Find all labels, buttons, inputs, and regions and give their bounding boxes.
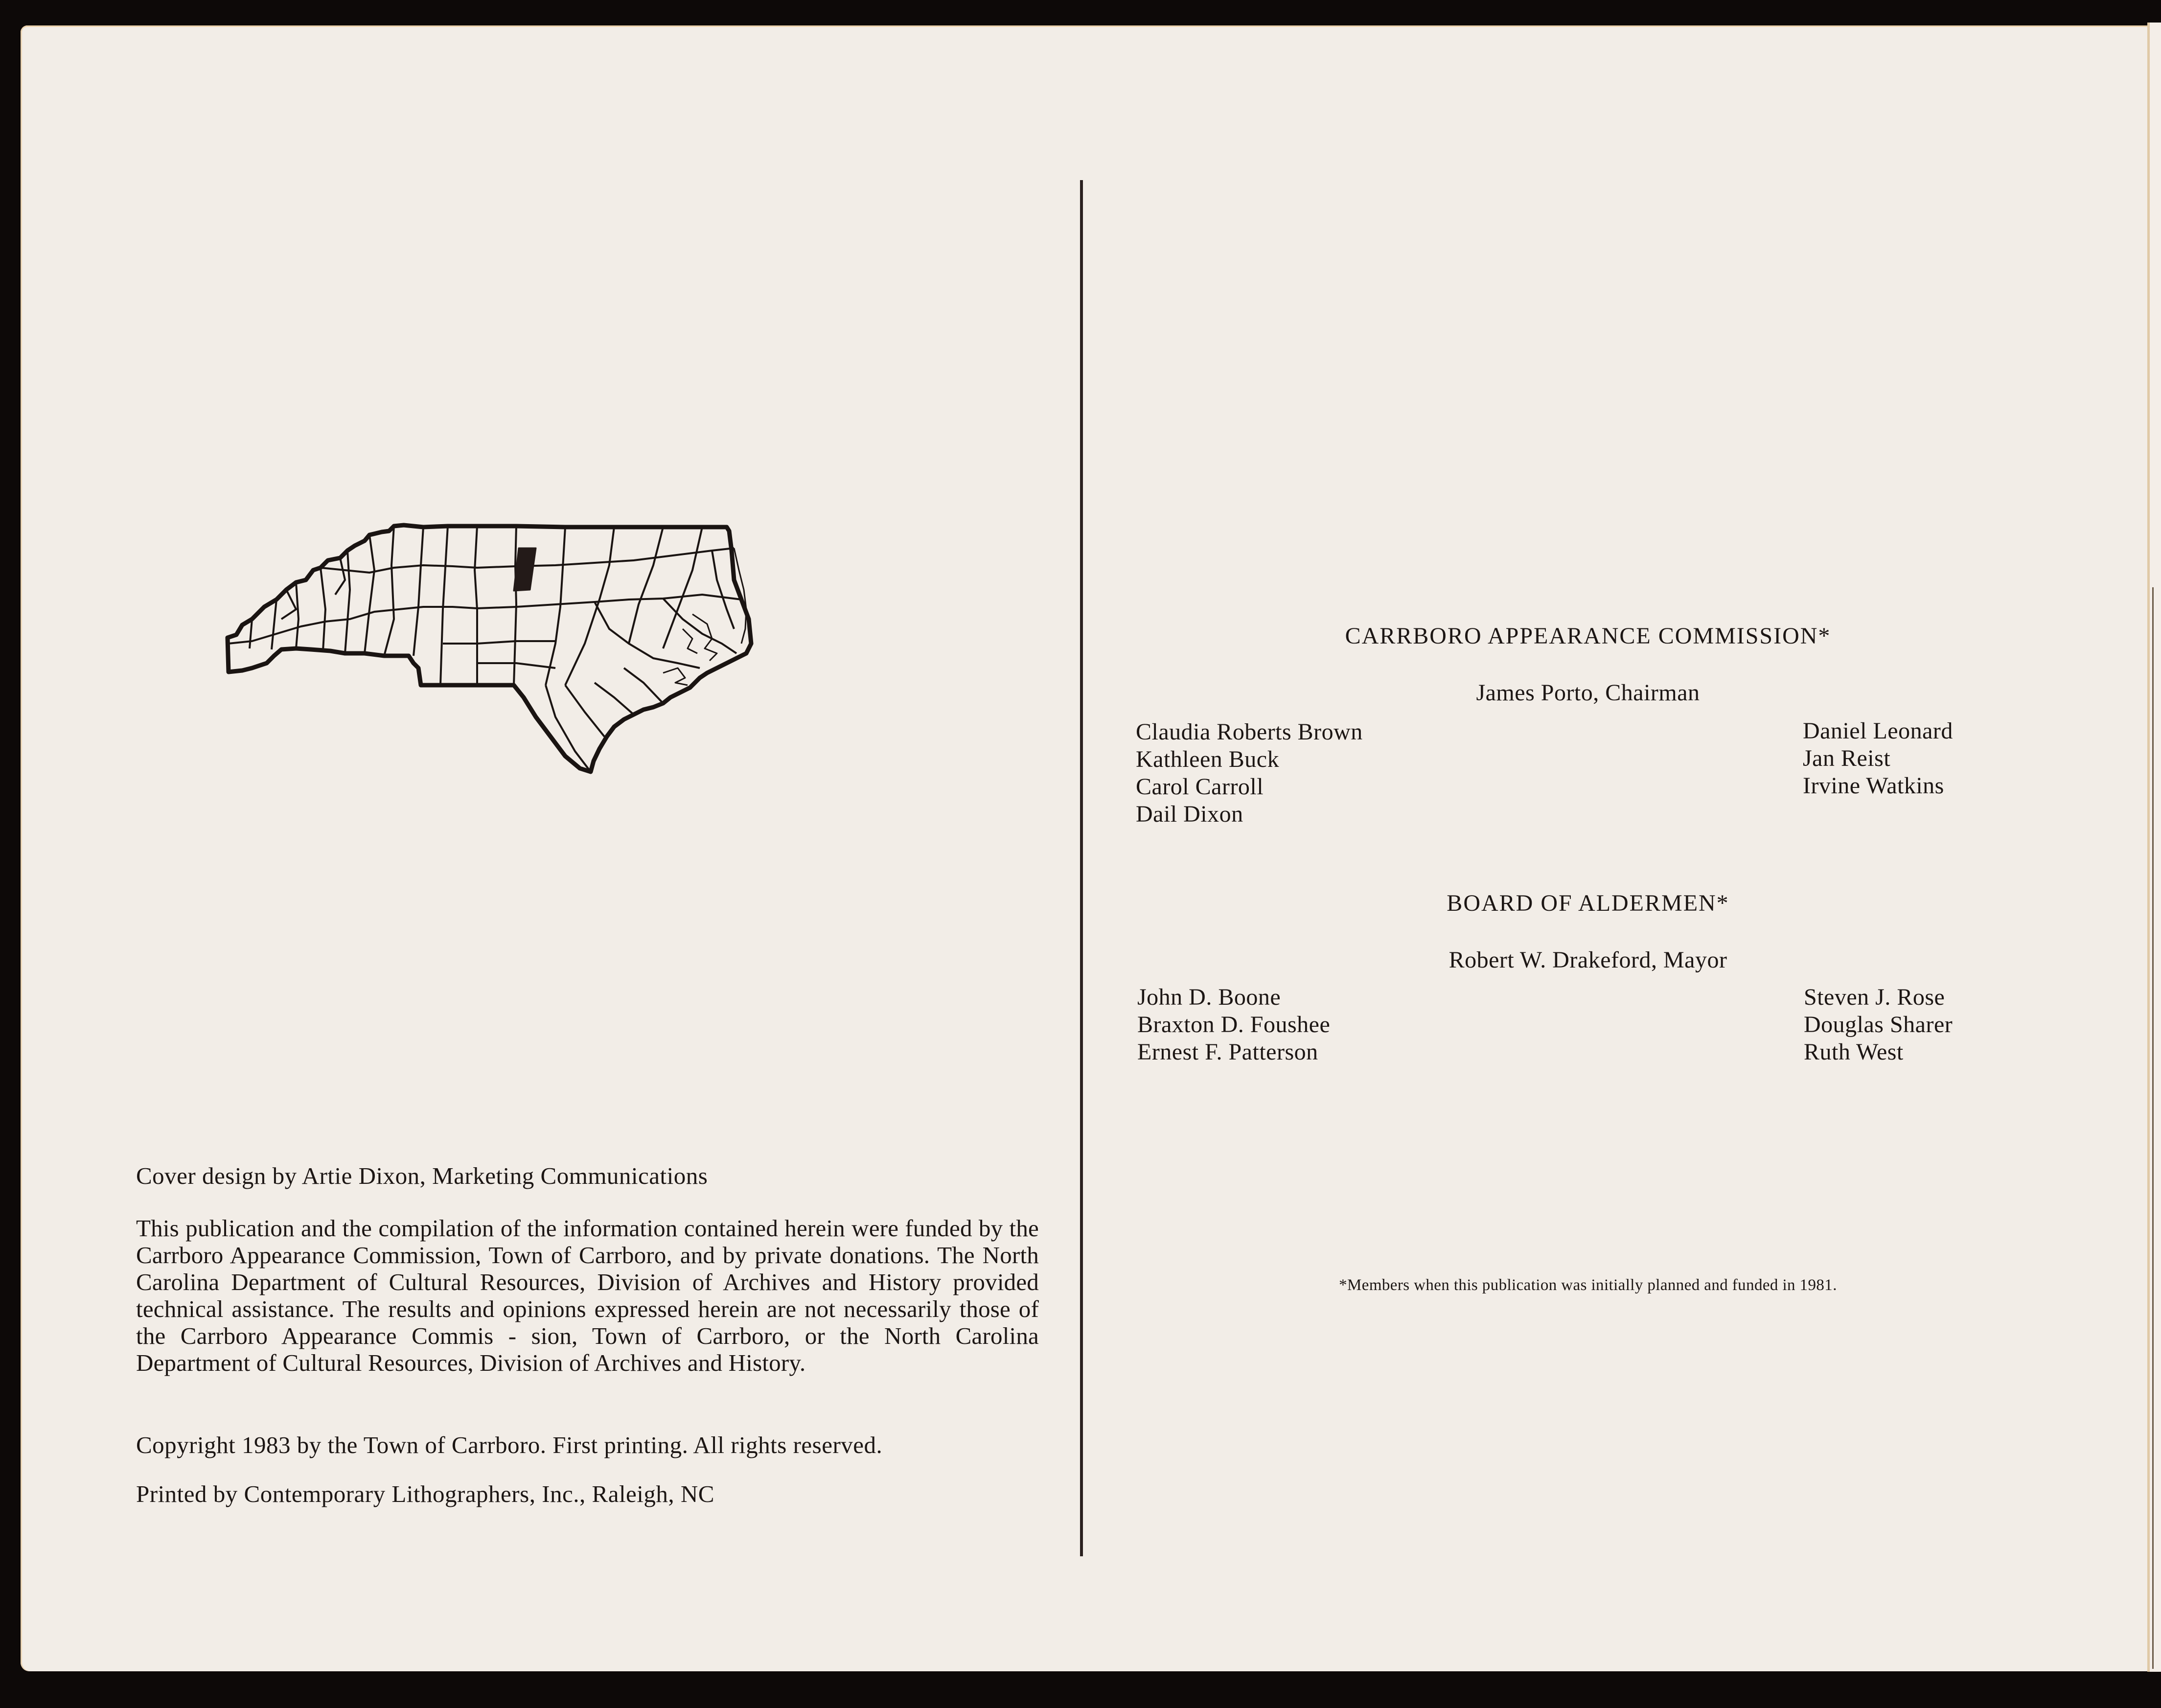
board-of-aldermen-heading: BOARD OF ALDERMEN*	[1447, 890, 1729, 916]
member-name: Carol Carroll	[1136, 774, 1264, 800]
member-name: Irvine Watkins	[1803, 773, 1944, 799]
member-name: Kathleen Buck	[1136, 746, 1280, 772]
funding-statement: This publication and the compilation of the information contained herein were funded by the Carrboro Appearance Commission, Town of Carrboro, and by private donations. The North Carolina Department of Cultural Resources, Division of Archives and History provided technical assistance. The results and opinions expressed herein are not necessarily those of the Carrboro Appearance Commis - sion, Town of Carrboro, or the North Carolina Department of Cultural Resources, Division of Archives and History.	[136, 1215, 1039, 1376]
member-name: Ernest F. Patterson	[1137, 1039, 1318, 1065]
page-edge-line	[2152, 587, 2154, 1669]
credits-block	[136, 1162, 1039, 1507]
aldermen-members-right	[1804, 984, 1953, 1066]
membership-footnote: *Members when this publication was initially planned and funded in 1981.	[1339, 1276, 1837, 1294]
north-carolina-county-map	[223, 521, 952, 785]
member-name: Dail Dixon	[1136, 801, 1243, 827]
member-name: Daniel Leonard	[1803, 718, 1953, 744]
aldermen-members-left	[1137, 984, 1330, 1066]
commission-members-right	[1803, 717, 1953, 800]
member-name: Steven J. Rose	[1804, 984, 1945, 1010]
highlighted-county	[514, 548, 536, 591]
member-name: John D. Boone	[1137, 984, 1281, 1010]
commission-members-left	[1136, 718, 1363, 828]
member-name: Douglas Sharer	[1804, 1012, 1953, 1038]
member-name: Ruth West	[1804, 1039, 1904, 1065]
next-page-edge	[2147, 23, 2161, 1672]
copyright-notice: Copyright 1983 by the Town of Carrboro. First printing. All rights reserved.	[136, 1431, 883, 1458]
board-mayor: Robert W. Drakeford, Mayor	[1448, 947, 1727, 973]
book-spread	[21, 25, 2154, 1671]
commission-chairman: James Porto, Chairman	[1476, 680, 1700, 706]
member-name: Braxton D. Foushee	[1137, 1012, 1331, 1038]
appearance-commission-heading: CARRBORO APPEARANCE COMMISSION*	[1345, 623, 1831, 649]
page-divider-rule	[1080, 180, 1083, 1556]
member-name: Jan Reist	[1803, 745, 1891, 771]
member-name: Claudia Roberts Brown	[1136, 719, 1363, 745]
cover-design-credit: Cover design by Artie Dixon, Marketing Communications	[136, 1162, 708, 1189]
printer-credit: Printed by Contemporary Lithographers, Inc., Raleigh, NC	[136, 1480, 714, 1507]
state-outline	[228, 525, 751, 772]
